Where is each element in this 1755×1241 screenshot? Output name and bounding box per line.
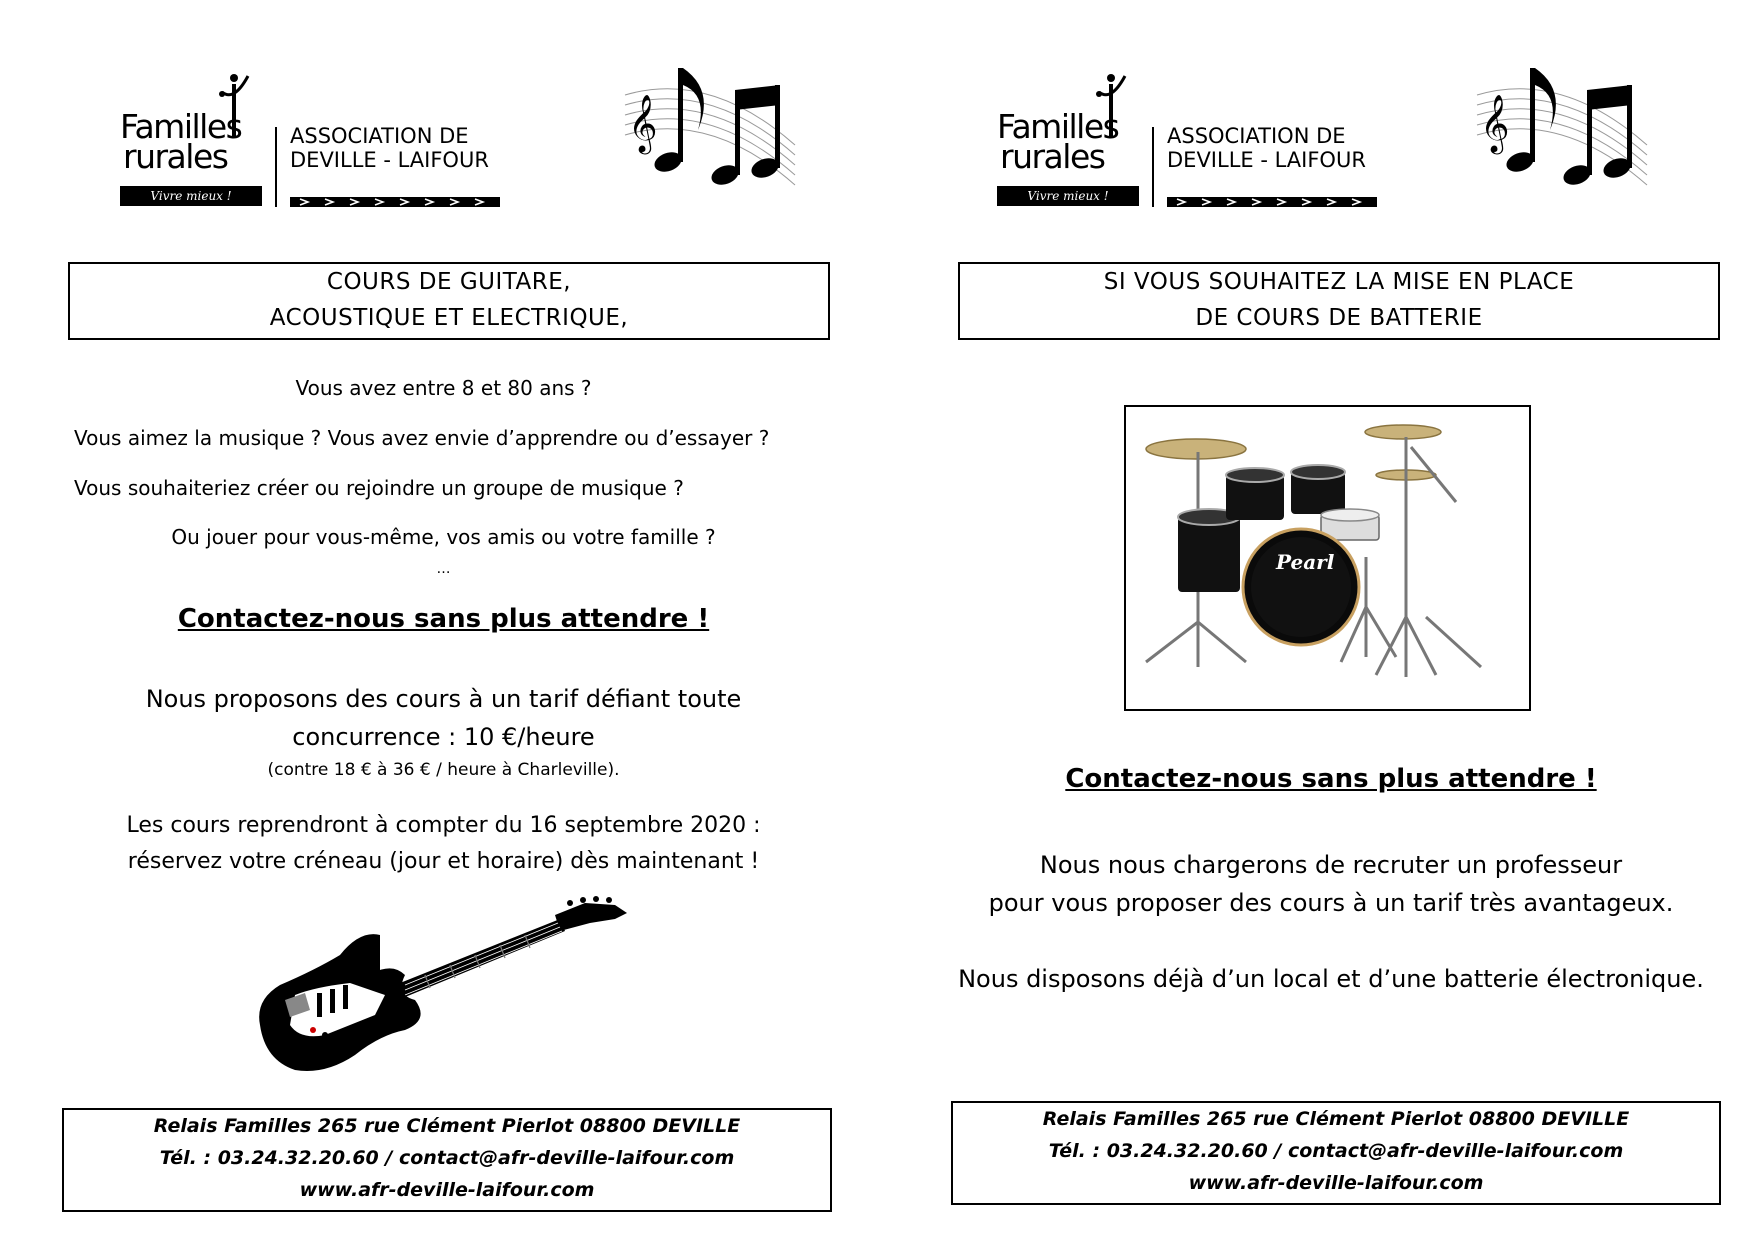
- electric-guitar-icon: [255, 895, 635, 1080]
- offer-line1: Nous proposons des cours à un tarif défiant toute: [145, 685, 742, 713]
- association-line2: DEVILLE - LAIFOUR: [290, 148, 489, 172]
- contact-address: Relais Familles 265 rue Clément Pierlot 08800 DEVILLE: [1042, 1108, 1630, 1130]
- svg-text:𝄞: 𝄞: [1480, 94, 1510, 152]
- question-play: Ou jouer pour vous-même, vos amis ou votre famille ?: [171, 525, 716, 549]
- question-age: Vous avez entre 8 et 80 ans ?: [295, 376, 592, 400]
- contact-website[interactable]: www.afr-deville-laifour.com: [1188, 1172, 1484, 1194]
- arrow-bar-icon: [290, 197, 500, 207]
- music-notes-icon: [620, 50, 800, 200]
- contact-address: Relais Familles 265 rue Clément Pierlot 08800 DEVILLE: [153, 1115, 741, 1137]
- logo-divider: [275, 127, 277, 207]
- drum-brand-label: Pearl: [1276, 550, 1335, 574]
- left-contact-box: [62, 1108, 832, 1212]
- guitar-title-line1: COURS DE GUITARE,: [326, 269, 572, 295]
- drums-title-line2: DE COURS DE BATTERIE: [1195, 305, 1483, 331]
- logo-wordmark: [997, 107, 1119, 176]
- drums-cta: Contactez-nous sans plus attendre !: [1065, 764, 1597, 794]
- question-group: Vous souhaiteriez créer ou rejoindre un groupe de musique ?: [74, 476, 684, 500]
- familles-rurales-logo: [997, 72, 1417, 212]
- association-name: [1167, 124, 1366, 172]
- ellipsis: …: [436, 561, 451, 577]
- familles-rurales-logo: [120, 72, 540, 212]
- logo-line2: rurales: [123, 137, 228, 176]
- music-notes-icon: [1472, 50, 1652, 200]
- right-flyer: [877, 0, 1755, 1241]
- guitar-cta: Contactez-nous sans plus attendre !: [177, 604, 710, 634]
- logo-line1: Familles: [120, 107, 242, 146]
- guitar-title-line2: ACOUSTIQUE ET ELECTRIQUE,: [269, 305, 629, 331]
- guitar-title-box: [68, 262, 830, 340]
- price-comparison: (contre 18 € à 36 € / heure à Charleville).: [267, 760, 620, 780]
- recruit-line1: Nous nous chargerons de recruter un professeur: [1039, 851, 1623, 879]
- resume-notice: [0, 808, 877, 880]
- contact-website[interactable]: www.afr-deville-laifour.com: [299, 1179, 595, 1201]
- recruit-message: [877, 846, 1755, 922]
- drum-kit-icon: [1126, 407, 1529, 709]
- association-line1: ASSOCIATION DE: [1167, 124, 1346, 148]
- association-line2: DEVILLE - LAIFOUR: [1167, 148, 1366, 172]
- association-line1: ASSOCIATION DE: [290, 124, 469, 148]
- offer-line2: concurrence : 10 €/heure: [292, 723, 595, 751]
- logo-line1: Familles: [997, 107, 1119, 146]
- svg-text:𝄞: 𝄞: [628, 94, 658, 152]
- logo-tagline: Vivre mieux !: [997, 186, 1139, 206]
- resume-line2: réservez votre créneau (jour et horaire) dès maintenant !: [127, 849, 760, 874]
- arrow-bar-icon: [1167, 197, 1377, 207]
- logo-wordmark: [120, 107, 242, 176]
- logo-divider: [1152, 127, 1154, 207]
- logo-line2: rurales: [1000, 137, 1105, 176]
- guitar-offer: [0, 680, 877, 756]
- drums-title-box: [958, 262, 1720, 340]
- drums-title-line1: SI VOUS SOUHAITEZ LA MISE EN PLACE: [1103, 269, 1575, 295]
- contact-phone-email[interactable]: Tél. : 03.24.32.20.60 / contact@afr-deville-laifour.com: [159, 1147, 735, 1169]
- recruit-line2: pour vous proposer des cours à un tarif très avantageux.: [988, 889, 1674, 917]
- drum-kit-photo: [1124, 405, 1531, 711]
- association-name: [290, 124, 489, 172]
- contact-phone-email[interactable]: Tél. : 03.24.32.20.60 / contact@afr-deville-laifour.com: [1048, 1140, 1624, 1162]
- logo-tagline: Vivre mieux !: [120, 186, 262, 206]
- right-contact-box: [951, 1101, 1721, 1205]
- resume-line1: Les cours reprendront à compter du 16 septembre 2020 :: [126, 813, 761, 838]
- left-flyer: [0, 0, 877, 1241]
- question-music: Vous aimez la musique ? Vous avez envie d’apprendre ou d’essayer ?: [74, 426, 770, 450]
- local-message: Nous disposons déjà d’un local et d’une batterie électronique.: [958, 965, 1704, 993]
